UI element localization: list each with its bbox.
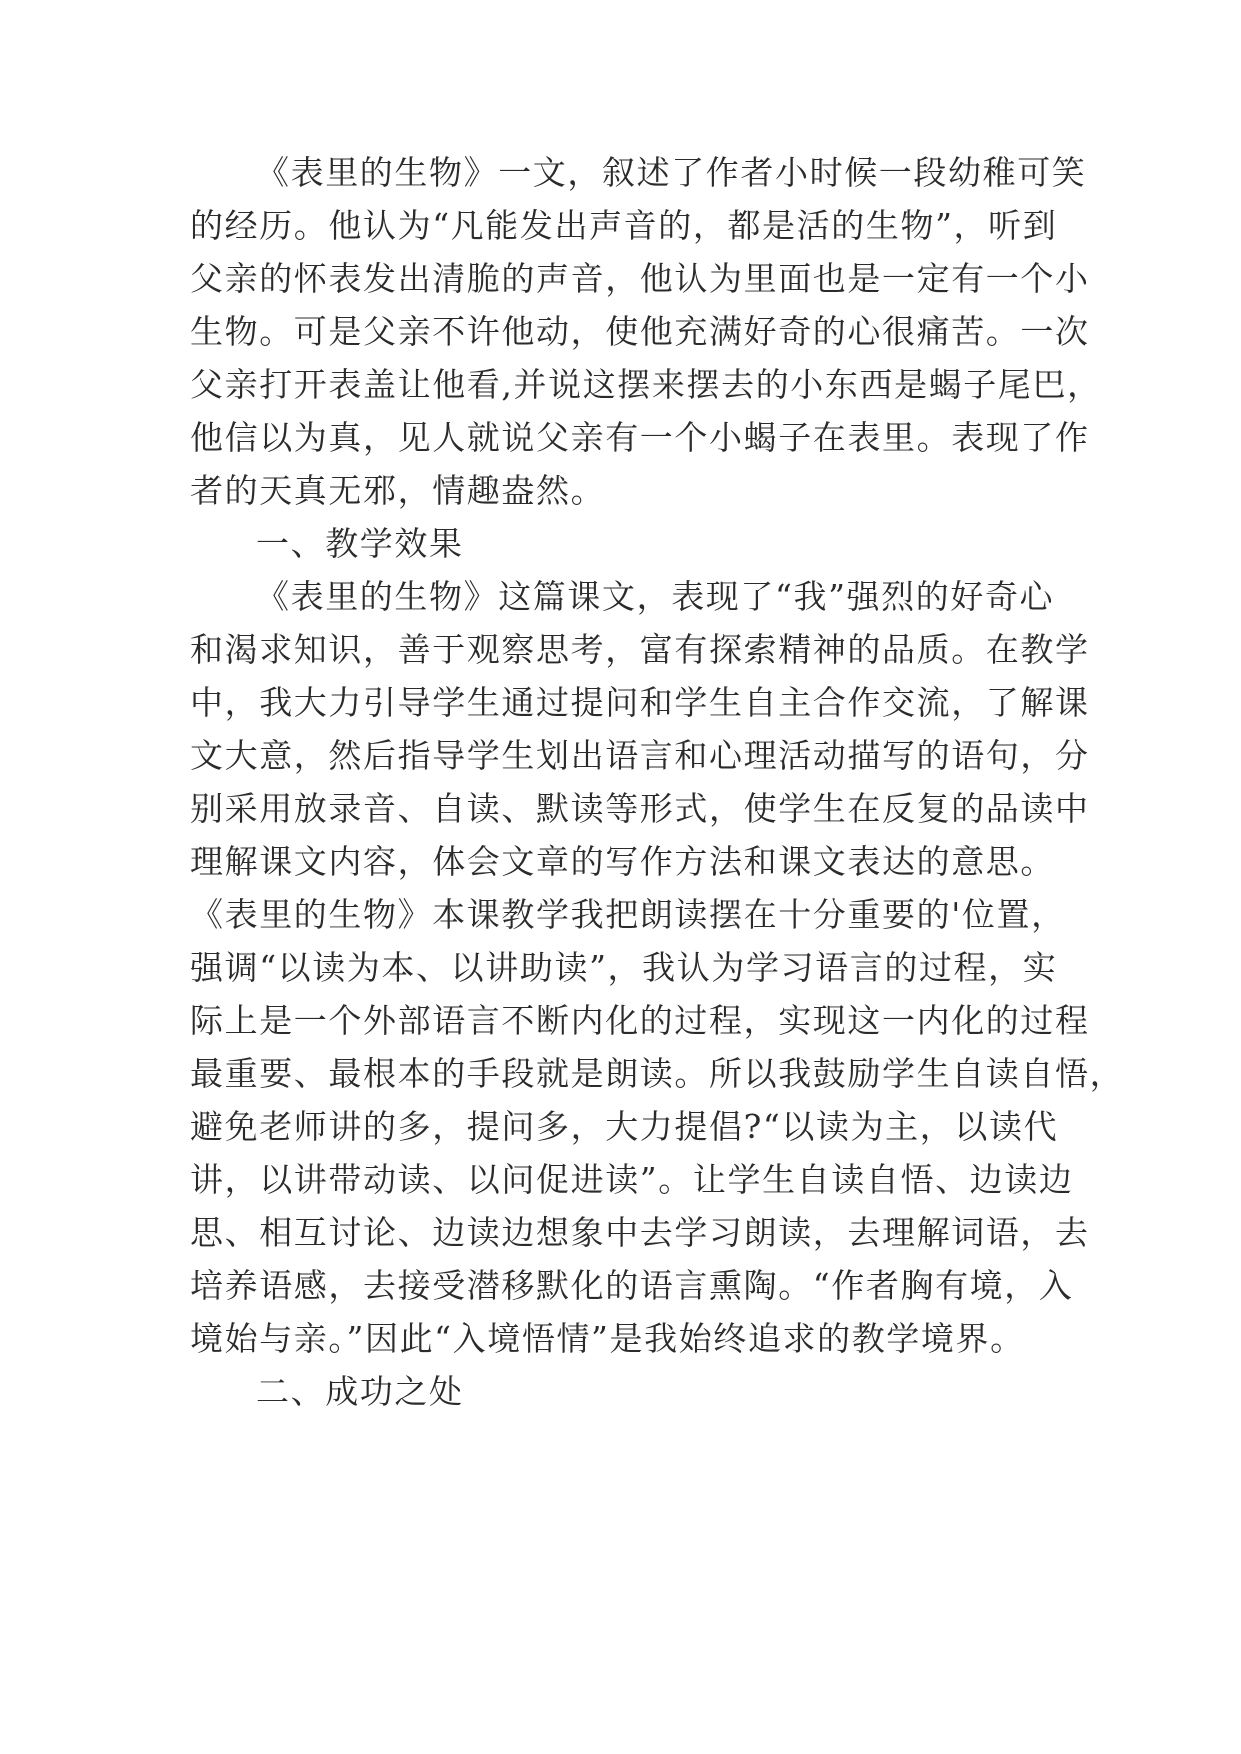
paragraph-2-line-9: 际上是一个外部语言不断内化的过程，实现这一内化的过程 — [190, 1001, 1090, 1040]
section-heading-1: 一、教学效果 — [256, 524, 464, 563]
paragraph-1-line-4: 生物。可是父亲不许他动，使他充满好奇的心很痛苦。一次 — [190, 312, 1090, 351]
paragraph-2-line-6: 理解课文内容，体会文章的写作方法和课文表达的意思。 — [190, 842, 1055, 881]
paragraph-2-line-14: 培养语感，去接受潜移默化的语言熏陶。“作者胸有境，入 — [190, 1266, 1074, 1305]
paragraph-1-line-2: 的经历。他认为“凡能发出声音的，都是活的生物”，听到 — [190, 206, 1058, 245]
paragraph-2-line-7: 《表里的生物》本课教学我把朗读摆在十分重要的'位置， — [190, 895, 1066, 934]
paragraph-1-line-7: 者的天真无邪，情趣盎然。 — [190, 471, 606, 510]
paragraph-2-line-3: 中，我大力引导学生通过提问和学生自主合作交流，了解课 — [190, 683, 1090, 722]
paragraph-2-line-12: 讲，以讲带动读、以问促进读”。让学生自读自悟、边读边 — [190, 1160, 1074, 1199]
paragraph-2-line-11: 避免老师讲的多，提问多，大力提倡?“以读为主，以读代 — [190, 1107, 1059, 1146]
paragraph-1-line-6: 他信以为真，见人就说父亲有一个小蝎子在表里。表现了作 — [190, 418, 1090, 457]
paragraph-1-line-3: 父亲的怀表发出清脆的声音，他认为里面也是一定有一个小 — [190, 259, 1090, 298]
paragraph-2-line-2: 和渴求知识，善于观察思考，富有探索精神的品质。在教学 — [190, 630, 1090, 669]
paragraph-2-line-8: 强调“以读为本、以讲助读”，我认为学习语言的过程，实 — [190, 948, 1058, 987]
paragraph-2-line-10: 最重要、最根本的手段就是朗读。所以我鼓励学生自读自悟， — [190, 1054, 1125, 1093]
paragraph-1-line-1: 《表里的生物》一文，叙述了作者小时候一段幼稚可笑 — [256, 153, 1087, 192]
paragraph-1-line-5: 父亲打开表盖让他看,并说这摆来摆去的小东西是蝎子尾巴， — [190, 365, 1102, 404]
paragraph-2-line-5: 别采用放录音、自读、默读等形式，使学生在反复的品读中 — [190, 789, 1090, 828]
paragraph-2-line-13: 思、相互讨论、边读边想象中去学习朗读，去理解词语，去 — [190, 1213, 1090, 1252]
paragraph-2-line-15: 境始与亲。”因此“入境悟情”是我始终追求的教学境界。 — [190, 1319, 1025, 1358]
paragraph-2-line-4: 文大意，然后指导学生划出语言和心理活动描写的语句，分 — [190, 736, 1090, 775]
paragraph-2-line-1: 《表里的生物》这篇课文，表现了“我”强烈的好奇心 — [256, 577, 1055, 616]
section-heading-2: 二、成功之处 — [256, 1372, 464, 1411]
